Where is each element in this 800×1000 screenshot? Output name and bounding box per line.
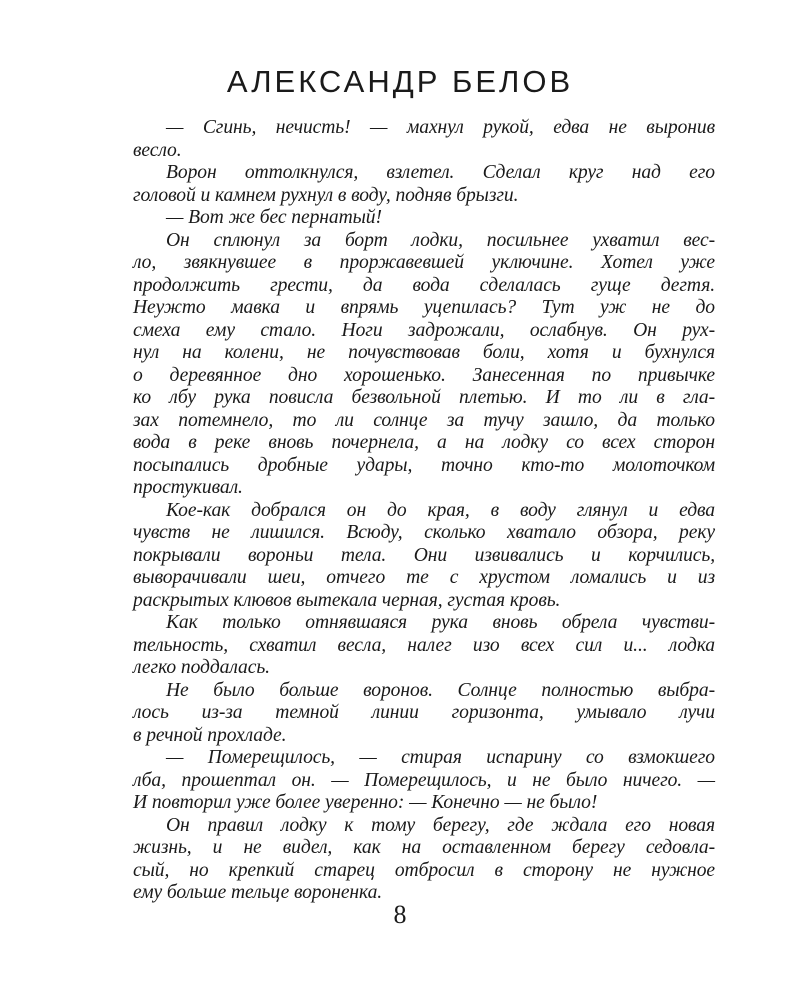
paragraph: [133, 815, 715, 905]
text-line: продолжить грести, да вода сделалась гуще дегтя.: [133, 274, 715, 296]
paragraph: [133, 680, 715, 748]
text-line: Он сплюнул за борт лодки, посильнее ухватил вес-: [166, 229, 715, 251]
text-line: выворачивали шеи, отчего те с хрустом ломались и из: [133, 567, 715, 588]
text-line: И повторил уже более уверенно: — Конечно — не было!: [133, 792, 598, 813]
text-line: смеха ему стало. Ноги задрожали, ослабнув. Он рух-: [133, 319, 715, 341]
text-line: в речной прохладе.: [133, 724, 287, 746]
text-line: сый, но крепкий старец отбросил в сторону не нужное: [133, 859, 715, 881]
text-line: Ворон оттолкнулся, взлетел. Сделал круг над его: [166, 162, 715, 183]
text-line: легко поддалась.: [133, 657, 270, 678]
paragraph: [133, 500, 715, 613]
body-text: [133, 117, 715, 905]
text-line: ему больше тельце вороненка.: [133, 882, 383, 903]
paragraph: [133, 612, 715, 680]
paragraph: [133, 162, 715, 207]
paragraph: [133, 747, 715, 815]
text-line: простукивал.: [133, 477, 243, 498]
text-line: ко лбу рука повисла безвольной плетью. И то ли в гла-: [133, 387, 715, 408]
text-line: нул на колени, не почувствовав боли, хотя и бухнулся: [133, 342, 715, 363]
text-line: лось из-за темной линии горизонта, умывало лучи: [133, 702, 715, 723]
text-line: тельность, схватил весла, налег изо всех сил и... лодка: [133, 634, 715, 656]
text-line: весло.: [133, 139, 182, 161]
text-line: — Вот же бес пернатый!: [166, 207, 382, 228]
text-line: чувств не лишился. Всюду, сколько хватало обзора, реку: [133, 522, 715, 543]
text-line: о деревянное дно хорошенько. Занесенная по привычке: [133, 364, 715, 386]
text-line: — Сгинь, нечисть! — махнул рукой, едва не выронив: [166, 117, 715, 138]
paragraph: [133, 207, 715, 230]
text-line: Неужто мавка и впрямь уцепилась? Тут уж не до: [133, 297, 715, 318]
paragraph: [133, 230, 715, 500]
text-line: Как только отнявшаяся рука вновь обрела чувстви-: [166, 612, 715, 633]
text-line: зах потемнело, то ли солнце за тучу зашло, да только: [133, 409, 715, 431]
text-line: посыпались дробные удары, точно кто-то молоточком: [133, 454, 715, 476]
text-line: Не было больше воронов. Солнце полностью выбра-: [166, 679, 715, 701]
page-number: 8: [393, 900, 407, 929]
text-line: лба, прошептал он. — Померещилось, и не было ничего. —: [133, 769, 715, 791]
text-line: жизнь, и не видел, как на оставленном берегу седовла-: [133, 837, 715, 858]
text-line: покрывали вороньи тела. Они извивались и корчились,: [133, 544, 715, 566]
text-line: раскрытых клювов вытекала черная, густая кровь.: [133, 589, 561, 611]
text-line: Он правил лодку к тому берегу, где ждала его новая: [166, 814, 715, 836]
text-line: ло, звякнувшее в проржавевшей уключине. Хотел уже: [133, 252, 715, 273]
text-line: — Померещилось, — стирая испарину со взмокшего: [166, 747, 715, 768]
text-line: головой и камнем рухнул в воду, подняв брызги.: [133, 184, 519, 206]
running-head-author: АЛЕКСАНДР БЕЛОВ: [226, 64, 574, 99]
text-line: вода в реке вновь почернела, а на лодку со всех сторон: [133, 432, 715, 453]
text-line: Кое-как добрался он до края, в воду глянул и едва: [166, 499, 715, 521]
paragraph: [133, 117, 715, 162]
